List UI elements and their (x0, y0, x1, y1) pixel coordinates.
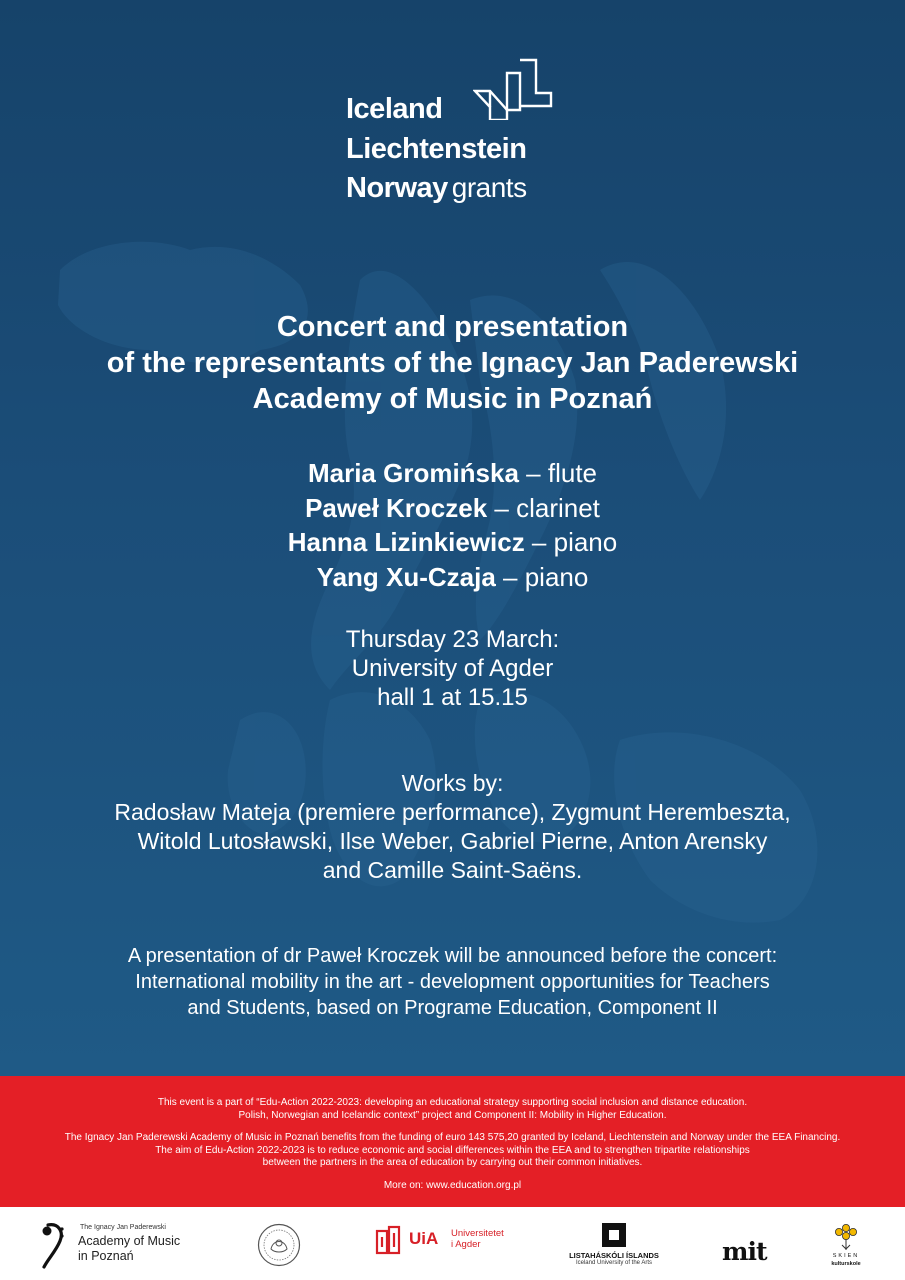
event-title (0, 309, 905, 417)
performer-instrument: – piano (495, 561, 589, 592)
works-heading: Works by: (401, 770, 504, 796)
performer-instrument: – clarinet (487, 492, 600, 523)
uia-subtitle-line-1: Universitetet (451, 1228, 504, 1239)
event-details (0, 625, 905, 712)
works-section (0, 769, 905, 885)
academy-logo-name (78, 1234, 180, 1264)
lhi-subtitle: Iceland University of the Arts (575, 1260, 653, 1266)
lhi-square-icon (602, 1223, 626, 1247)
performer-item (0, 560, 905, 595)
seal-emblem-icon (257, 1223, 301, 1267)
performer-name: Yang Xu-Czaja (316, 561, 496, 592)
project-info-line-1: This event is a part of “Edu-Action 2022-2023: developing an educational strategy supporting social inclusion and distance education. (157, 1097, 748, 1108)
kulturskole-text: kulturskole (831, 1261, 861, 1267)
performer-item (0, 456, 905, 491)
event-date: Thursday 23 March: (345, 626, 560, 653)
uia-subtitle-line-2: i Agder (451, 1239, 481, 1250)
performer-item (0, 525, 905, 560)
uia-emblem-icon (375, 1225, 403, 1255)
logo-iceland: Iceland (346, 93, 443, 125)
logo-norway-grants (346, 171, 527, 205)
title-line-2: of the representants of the Ignacy Jan Paderewski (106, 347, 799, 379)
performers-list (0, 456, 905, 594)
funding-info-line-3: between the partners in the area of education by carrying out their common initiatives. (262, 1157, 643, 1168)
skien-tree-icon (833, 1223, 859, 1251)
event-hall-time: hall 1 at 15.15 (377, 684, 528, 711)
academy-logo-line-2: in Poznań (78, 1249, 134, 1263)
presentation-line-1: A presentation of dr Paweł Kroczek will be announced before the concert: (127, 945, 778, 967)
bass-clef-icon (38, 1221, 68, 1269)
uia-subtitle (451, 1228, 504, 1250)
more-info-link[interactable]: More on: www.education.org.pl (383, 1180, 522, 1191)
funding-info-line-1: The Ignacy Jan Paderewski Academy of Music in Poznań benefits from the funding of euro 143 575,20 granted by Iceland, Liechtenstein and Norway under the EEA Financing. (64, 1132, 841, 1143)
funding-info-line-2: The aim of Edu-Action 2022-2023 is to reduce economic and social differences within the EEA and to strengthen tripartite relationships (155, 1144, 750, 1156)
performer-name: Hanna Lizinkiewicz (287, 527, 525, 557)
performer-name: Maria Gromińska (307, 458, 519, 488)
performer-instrument: – flute (518, 458, 598, 488)
lhi-name: LISTAHÁSKÓLI ÍSLANDS (569, 1251, 659, 1260)
skien-kulturskole-logo (826, 1223, 866, 1273)
performer-item (0, 491, 905, 526)
academy-of-music-logo (38, 1221, 198, 1269)
performer-name: Paweł Kroczek (305, 492, 488, 523)
project-info (0, 1097, 905, 1122)
title-line-1: Concert and presentation (276, 311, 629, 343)
works-line-3: and Camille Saint-Saëns. (322, 857, 583, 883)
logo-norway: Norway (346, 172, 448, 204)
iceland-university-of-arts-logo (566, 1223, 662, 1269)
funding-info-band (0, 1076, 905, 1207)
academy-seal-logo (257, 1223, 301, 1272)
title-line-3: Academy of Music in Poznań (252, 383, 653, 415)
event-venue: University of Agder (351, 655, 554, 682)
university-of-agder-logo (375, 1223, 515, 1259)
presentation-section (0, 943, 905, 1021)
performer-instrument: – piano (524, 527, 618, 557)
presentation-line-2: International mobility in the art - development opportunities for Teachers (135, 971, 770, 993)
presentation-line-3: and Students, based on Programe Education, Component II (187, 997, 718, 1019)
eea-grants-logo (346, 58, 566, 208)
partner-logos (0, 1207, 905, 1280)
project-info-line-2: Polish, Norwegian and Icelandic context” project and Component II: Mobility in Higher Education. (238, 1109, 667, 1121)
skien-text: SKIEN (832, 1253, 860, 1259)
works-line-2: Witold Lutosławski, Ilse Weber, Gabriel Pierne, Anton Arensky (137, 828, 768, 854)
uia-wordmark: UiA (409, 1229, 439, 1248)
funding-info (0, 1132, 905, 1170)
academy-logo-line-1: Academy of Music (78, 1234, 181, 1248)
eea-grants-mark-icon (473, 58, 555, 120)
logo-liechtenstein: Liechtenstein (346, 133, 527, 165)
mit-logo: mit (722, 1237, 767, 1266)
logo-grants: grants (451, 172, 527, 203)
academy-logo-small-text: The Ignacy Jan Paderewski (80, 1224, 166, 1231)
works-line-1: Radosław Mateja (premiere performance), Zygmunt Herembeszta, (114, 799, 791, 825)
